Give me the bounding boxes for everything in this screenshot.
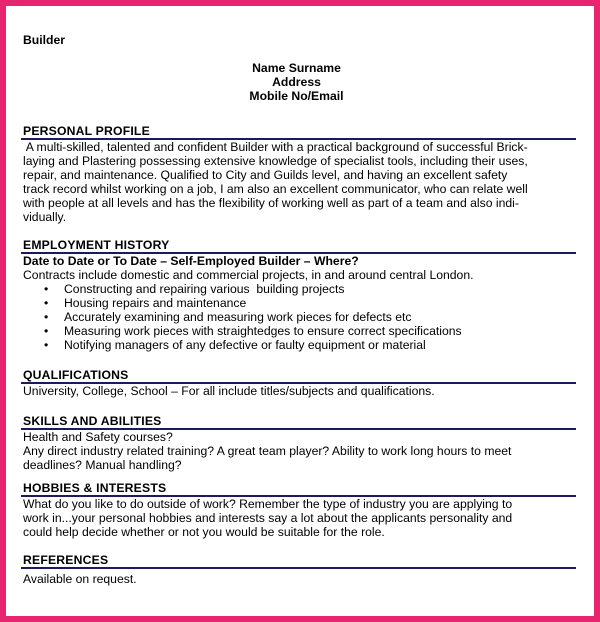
duty-text: Housing repairs and maintenance	[64, 296, 247, 310]
employment-section	[23, 254, 574, 352]
profile-line: repair, and maintenance. Qualified to City and Guilds level, and having an excellent safety	[23, 168, 508, 182]
profile-line: with people at all levels and has the flexibility of working well as part of a team and also indi-	[23, 196, 519, 210]
contact-phone-email: Mobile No/Email	[249, 89, 344, 103]
contact-name: Name Surname	[252, 61, 341, 75]
personal-profile-text	[23, 140, 574, 224]
employment-duties-list	[44, 282, 574, 352]
skills-heading: SKILLS AND ABILITIES	[23, 414, 162, 428]
hobbies-text	[23, 497, 574, 539]
skills-line: Any direct industry related training? A great team player? Ability to work long hours to meet	[23, 444, 512, 458]
list-item	[44, 310, 574, 324]
hobbies-line: What do you like to do outside of work? Remember the type of industry you are applying to	[23, 497, 513, 511]
duty-text: Notifying managers of any defective or faulty equipment or material	[64, 338, 426, 352]
employment-heading: EMPLOYMENT HISTORY	[23, 238, 170, 252]
skills-line: Health and Safety courses?	[23, 430, 173, 444]
profile-line: vidually.	[23, 210, 67, 224]
bullet-icon: •	[44, 310, 49, 324]
qualifications-text: University, College, School – For all include titles/subjects and qualifications.	[23, 384, 435, 398]
resume-document	[17, 14, 576, 586]
bullet-icon: •	[44, 338, 49, 352]
list-item	[44, 296, 574, 310]
bullet-icon: •	[44, 324, 49, 338]
employment-summary: Contracts include domestic and commercial projects, in and around central London.	[23, 268, 474, 282]
references-heading: REFERENCES	[23, 553, 109, 567]
list-item	[44, 324, 574, 338]
duty-text: Measuring work pieces with straightedges to ensure correct specifications	[64, 324, 462, 338]
profile-line: laying and Plastering possessing extensive knowledge of specialist tools, including their uses,	[23, 154, 528, 168]
contact-address: Address	[272, 75, 321, 89]
employment-role: Date to Date or To Date – Self-Employed Builder – Where?	[23, 254, 359, 268]
hobbies-line: could help decide whether or not you would be suitable for the role.	[23, 525, 385, 539]
job-title: Builder	[23, 33, 65, 47]
duty-text: Accurately examining and measuring work pieces for defects etc	[64, 310, 412, 324]
references-text: Available on request.	[23, 572, 137, 586]
bullet-icon: •	[44, 282, 49, 296]
duty-text: Constructing and repairing various building projects	[64, 282, 345, 296]
bullet-icon: •	[44, 296, 49, 310]
profile-line: track record whilst working on a job, I am also an excellent communicator, who can relate well	[23, 182, 528, 196]
profile-line: A multi-skilled, talented and confident Builder with a practical background of successful Brick-	[23, 140, 528, 154]
skills-line: deadlines? Manual handling?	[23, 458, 182, 472]
hobbies-heading: HOBBIES & INTERESTS	[23, 481, 167, 495]
list-item	[44, 282, 574, 296]
personal-profile-heading: PERSONAL PROFILE	[23, 124, 150, 138]
hobbies-line: work in...your personal hobbies and interests say a lot about the applicants personality and	[23, 511, 513, 525]
skills-text	[23, 430, 574, 472]
list-item	[44, 338, 574, 352]
references-rule	[21, 567, 576, 569]
contact-block	[17, 61, 576, 103]
qualifications-heading: QUALIFICATIONS	[23, 368, 129, 382]
